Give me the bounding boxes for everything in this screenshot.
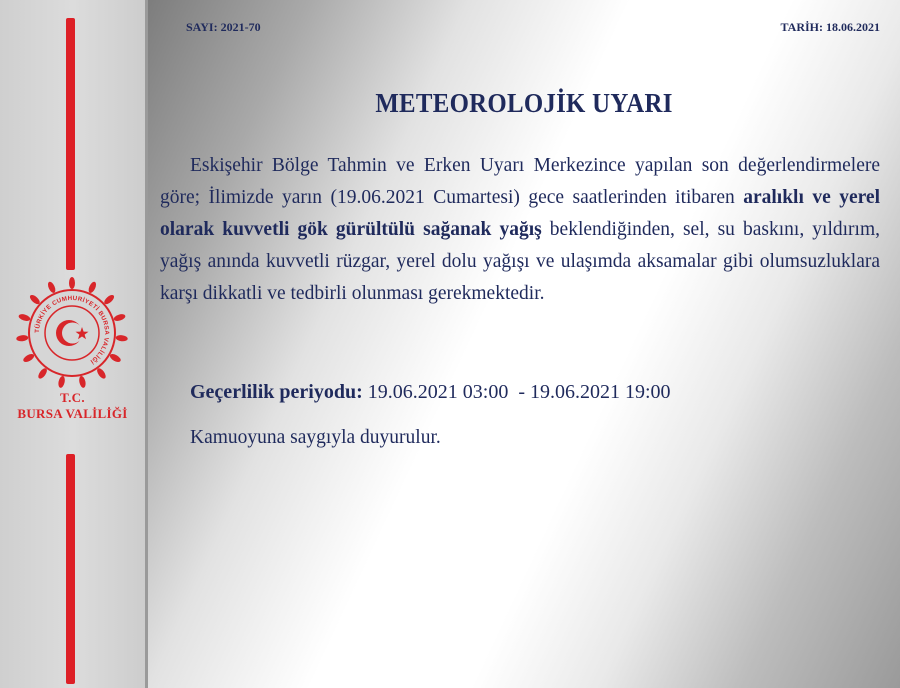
page-title: METEOROLOJİK UYARI <box>375 88 673 118</box>
document-number: SAYI: 2021-70 <box>186 20 261 34</box>
document-date: TARİH: 18.06.2021 <box>780 20 880 34</box>
governorship-emblem-icon <box>16 277 128 389</box>
body-text-part2: beklendiğinden, sel, su baskını, yıldırım, yağış anında kuvvetli rüzgar, yerel dolu yağışı ve ulaşımda aksamalar gibi olumsuzluklara karşı dikkatli ve tedbirli olunması gerekmektedir. <box>160 219 880 304</box>
closing-statement: Kamuoyuna saygıyla duyurulur. <box>190 427 441 448</box>
body-highlight: aralıklı ve yerel olarak kuvvetli gök gürültülü sağanak yağış <box>160 187 880 240</box>
red-stripe-top <box>66 18 75 270</box>
warning-body <box>160 150 880 310</box>
validity-label: Geçerlilik periyodu: <box>190 381 363 403</box>
sidebar-governorship-label: BURSA VALİLİĞİ <box>17 406 128 421</box>
red-stripe-bottom <box>66 454 75 684</box>
sidebar <box>0 0 145 688</box>
sidebar-tc-label: T.C. <box>60 390 85 405</box>
emblem-ring-text: TÜRKİYE CUMHURİYETİ BURSA VALİLİĞİ <box>33 294 111 365</box>
validity-period <box>190 381 671 404</box>
body-text-part1: Eskişehir Bölge Tahmin ve Erken Uyarı Merkezince yapılan son değerlendirmelere göre; İlimizde yarın (19.06.2021 Cumartesi) gece saatlerinden itibaren <box>160 155 880 208</box>
main-panel <box>148 0 900 688</box>
validity-value: 19.06.2021 03:00 - 19.06.2021 19:00 <box>362 381 671 403</box>
